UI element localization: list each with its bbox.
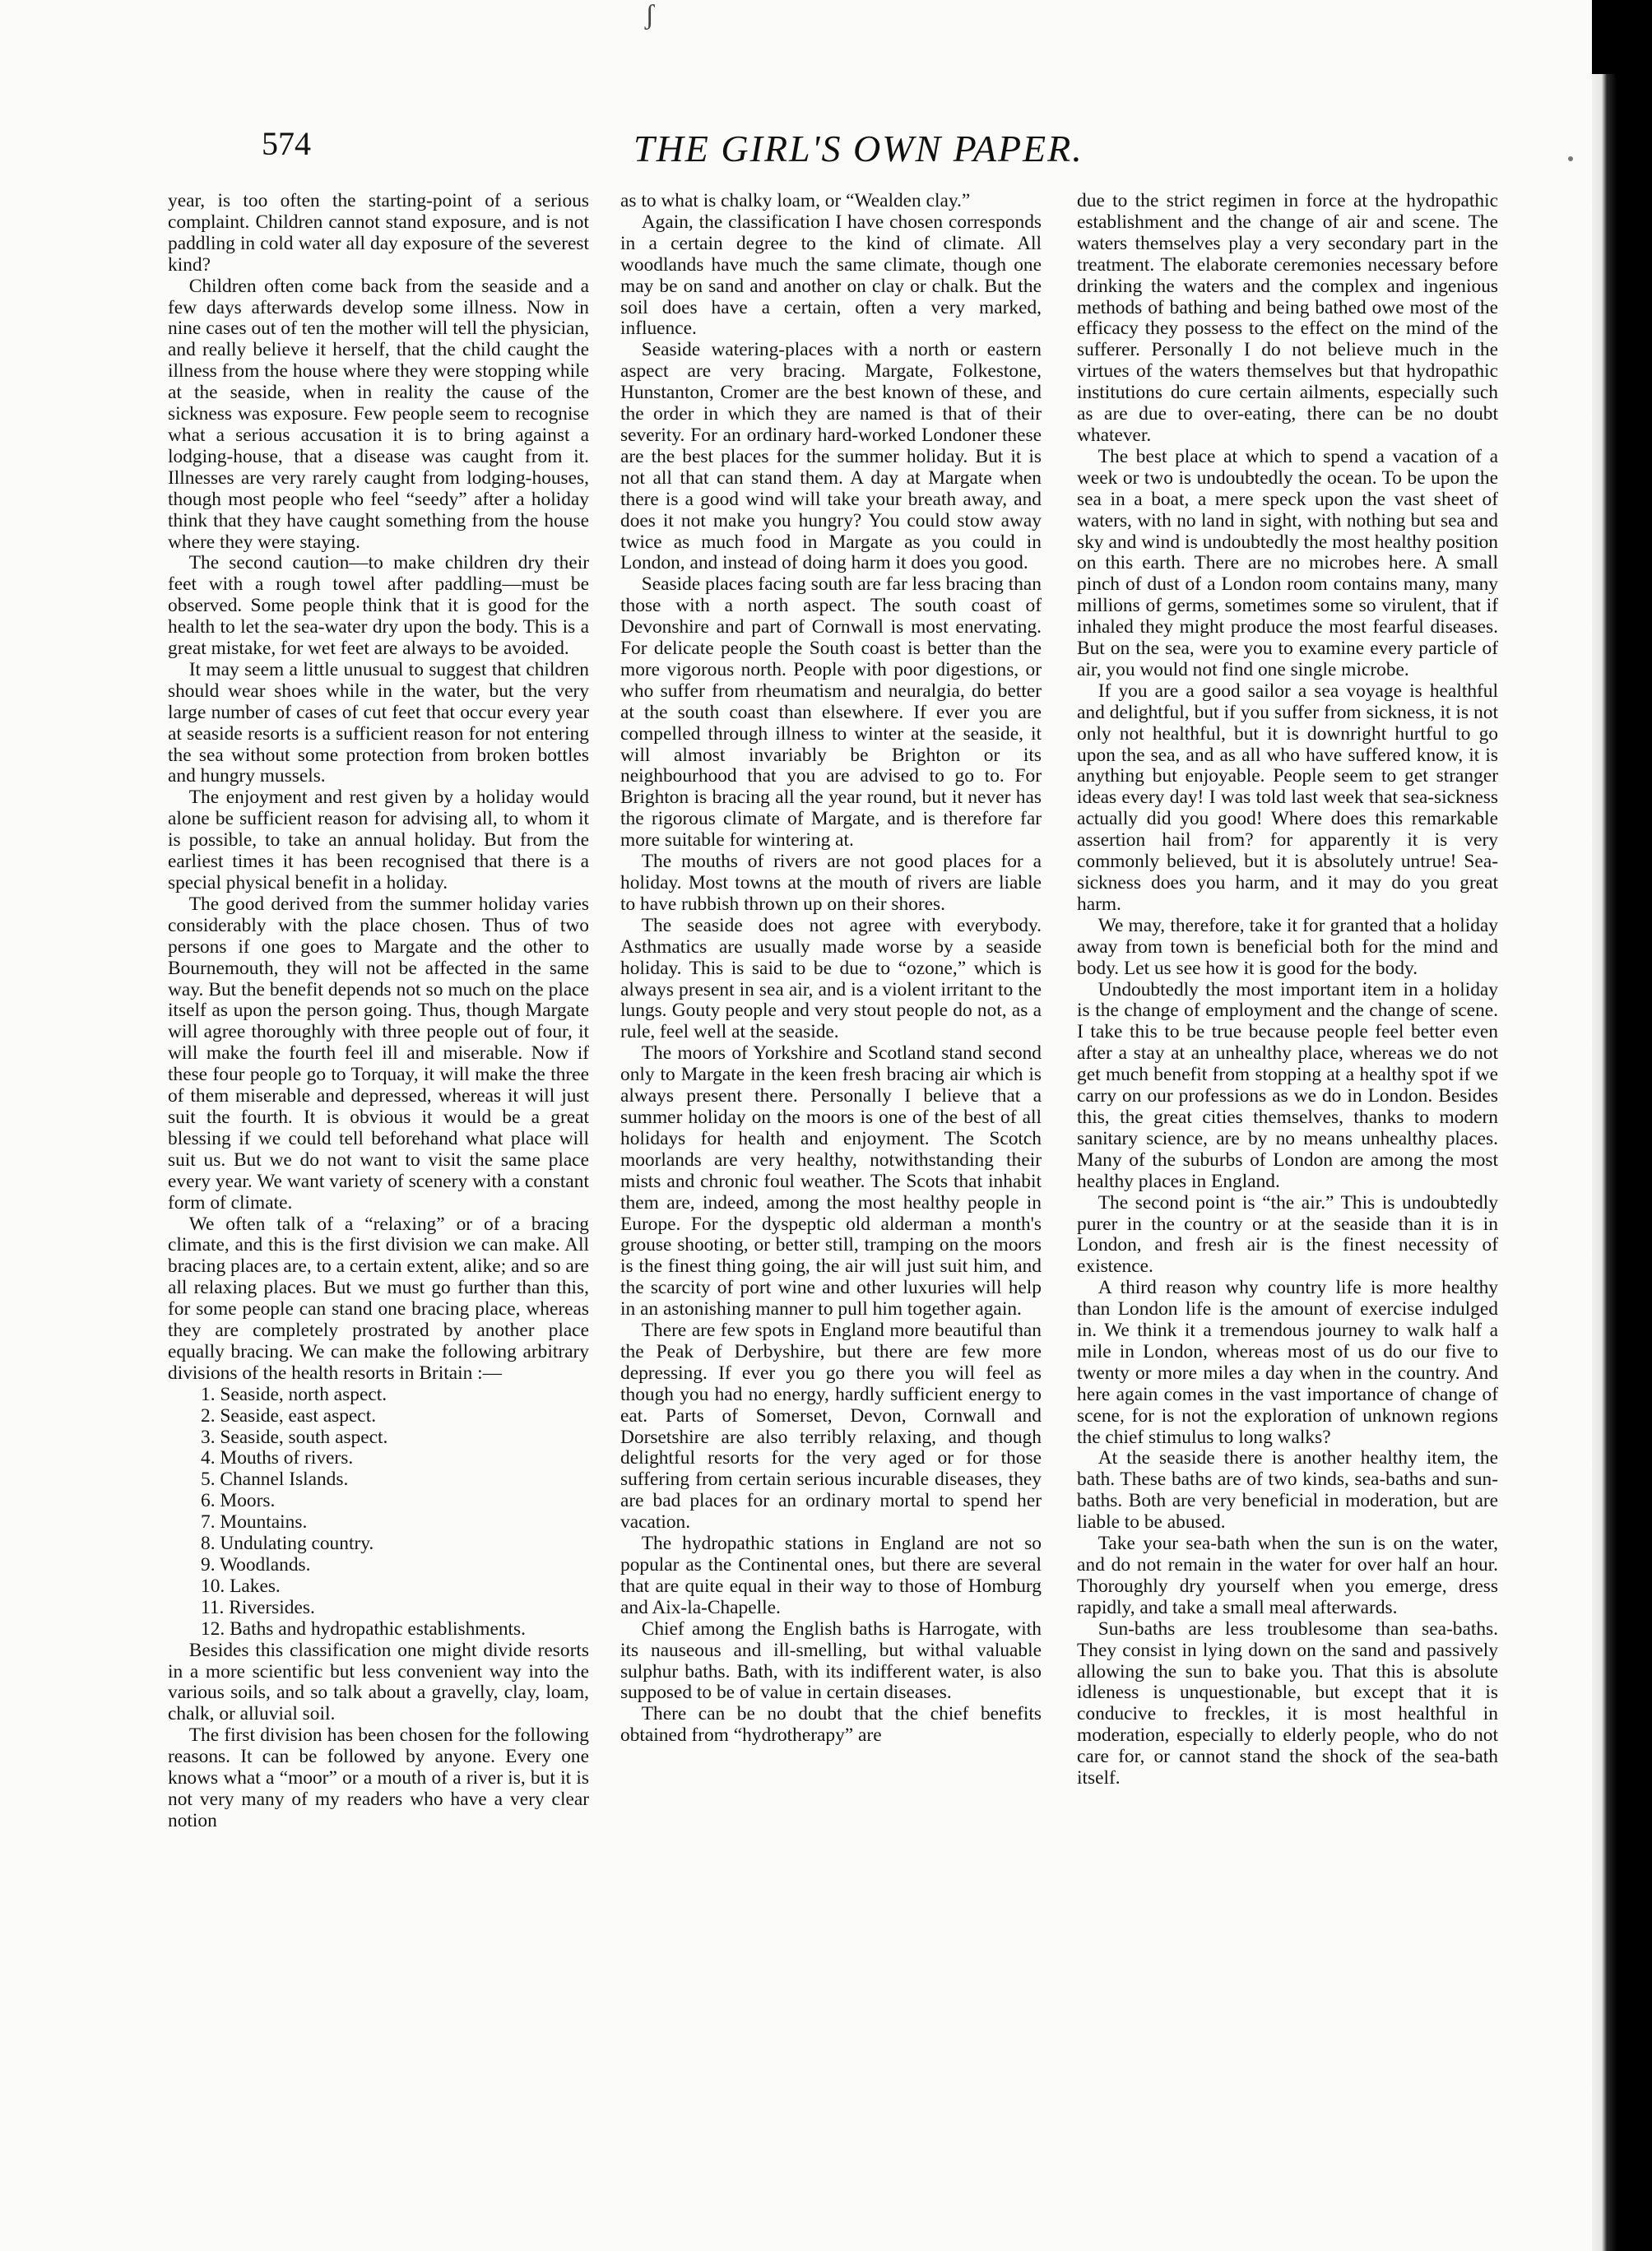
list-item: 12. Baths and hydropathic establishments. bbox=[201, 1617, 526, 1640]
text-column-2 bbox=[620, 191, 1042, 1747]
paragraph: At the seaside there is another healthy item, the bath. These baths are of two kinds, sea-baths and sun-baths. Both are very beneficial in moderation, but are liable to be abused. bbox=[1077, 1447, 1498, 1534]
text-column-3 bbox=[1077, 191, 1498, 1789]
list-item: 7. Mountains. bbox=[201, 1511, 308, 1534]
paragraph: The mouths of rivers are not good places for a holiday. Most towns at the mouth of rivers are liable to have rubbish thrown up on their shores. bbox=[620, 851, 1042, 915]
paragraph: Children often come back from the seaside and a few days afterwards develop some illness. Now in nine cases out of ten the mother will tell the physician, and really believe it herself, that the child caught the illness from the house where they were stopping while at the seaside, when in reality the cause of the sickness was exposure. Few people seem to recognise what a serious accusation it is to bring against a lodging-house, that a disease was caught from it. Illnesses are very rarely caught from lodging-houses, though most people who feel “seedy” after a holiday think that they have caught something from the house where they were staying. bbox=[168, 275, 589, 553]
book-spine-edge bbox=[1592, 74, 1652, 2251]
paragraph: The first division has been chosen for the following reasons. It can be followed by anyone. Every one knows what a “moor” or a mouth of a river is, but it is not very many of my readers who have a very clear notion bbox=[168, 1724, 589, 1831]
paragraph: We often talk of a “relaxing” or of a bracing climate, and this is the first division we can make. All bracing places are, to a certain extent, alike; and so are all relaxing places. But we must go further than this, for some people can stand one bracing place, whereas they are completely prostrated by another place equally bracing. We can make the following arbitrary divisions of the health resorts in Britain :— bbox=[168, 1213, 589, 1384]
paragraph: Seaside watering-places with a north or eastern aspect are very bracing. Margate, Folkestone, Hunstanton, Cromer are the best known of these, and the order in which they are named is that of their severity. For an ordinary hard-worked Londoner these are the best places for the summer holiday. But it is not all that can stand them. A day at Margate when there is a good wind will take your breath away, and does it not make you hungry? You could stow away twice as much food in Margate as you could in London, and instead of doing harm it does you good. bbox=[620, 339, 1042, 574]
paragraph: If you are a good sailor a sea voyage is healthful and delightful, but if you suffer from sickness, it is not only not healthful, but it is downright hurtful to go upon the sea, and as all who have suffered know, it is anything but enjoyable. People seem to get stranger ideas every day! I was told last week that sea-sickness actually did you good! Where does this remarkable assertion hail from? for apparently it is very commonly believed, but it is absolutely untrue! Sea-sickness does you harm, and it may do you great harm. bbox=[1077, 680, 1498, 915]
paragraph: Besides this classification one might divide resorts in a more scientific but less convenient way into the various soils, and so talk about a gravelly, clay, loam, chalk, or alluvial soil. bbox=[168, 1639, 589, 1725]
page-number: 574 bbox=[262, 125, 311, 162]
list-item: 5. Channel Islands. bbox=[201, 1469, 349, 1491]
paragraph: due to the strict regimen in force at the hydropathic establishment and the change of air and scene. The waters themselves play a very secondary part in the treatment. The elaborate ceremonies necessary before drinking the waters and the complex and ingenious methods of bathing and being bathed owe most of the efficacy they possess to the effect on the mind of the sufferer. Personally I do not believe much in the virtues of the waters themselves but that hydropathic institutions do cure certain ailments, especially such as are due to over-eating, there can be no doubt whatever. bbox=[1077, 190, 1498, 446]
paragraph: as to what is chalky loam, or “Wealden clay.” bbox=[620, 190, 971, 211]
paragraph: Sun-baths are less troublesome than sea-baths. They consist in lying down on the sand and passively allowing the sun to bake you. That this is absolute idleness is unquestionable, but except that it is conducive to freckles, it is most healthful in moderation, especially to elderly people, who do not care for, or cannot stand the shock of the sea-bath itself. bbox=[1077, 1617, 1498, 1789]
paragraph: Chief among the English baths is Harrogate, with its nauseous and ill-smelling, but withal valuable sulphur baths. Bath, with its indifferent water, is also supposed to be of value in certain diseases. bbox=[620, 1617, 1042, 1704]
paragraph: Seaside places facing south are far less bracing than those with a north aspect. The south coast of Devonshire and part of Cornwall is most enervating. For delicate people the South coast is better than the more vigorous north. People with poor digestions, or who suffer from rheumatism and neuralgia, do better at the south coast than elsewhere. If ever you are compelled through illness to winter at the seaside, it will almost invariably be Brighton or its neighbourhood that you are advised to go to. For Brighton is bracing all the year round, but it never has the rigorous climate of Margate, and is therefore far more suitable for wintering at. bbox=[620, 573, 1042, 852]
paragraph: We may, therefore, take it for granted that a holiday away from town is beneficial both for the mind and body. Let us see how it is good for the body. bbox=[1077, 914, 1498, 979]
binding-mark: ʃ bbox=[645, 0, 655, 30]
paragraph: It may seem a little unusual to suggest that children should wear shoes while in the water, but the very large number of cases of cut feet that occur every year at seaside resorts is a sufficient reason for not entering the sea without some protection from broken bottles and hungry mussels. bbox=[168, 658, 589, 787]
resort-divisions-list bbox=[168, 1385, 589, 1641]
paragraph: Take your sea-bath when the sun is on the water, and do not remain in the water for over half an hour. Thoroughly dry yourself when you emerge, dress rapidly, and take a small meal afterwards. bbox=[1077, 1533, 1498, 1618]
list-item: 6. Moors. bbox=[201, 1490, 276, 1512]
paragraph: The best place at which to spend a vacation of a week or two is undoubtedly the ocean. To be upon the sea in a boat, a mere speck upon the vast sheet of waters, with no land in sight, with nothing but sea and sky and wind is undoubtedly the most healthy position on this earth. There are no microbes here. A small pinch of dust of a London room contains many, many millions of germs, sometimes some so virulent, that if inhaled they might produce the most fearful diseases. But on the sea, were you to examine every particle of air, you would not find one single microbe. bbox=[1077, 445, 1498, 680]
margin-dot bbox=[1568, 156, 1573, 161]
paragraph: The moors of Yorkshire and Scotland stand second only to Margate in the keen fresh bracing air which is always present there. Personally I believe that a summer holiday on the moors is one of the best of all holidays for health and enjoyment. The Scotch moorlands are very healthy, notwithstanding their mists and chronic foul weather. The Scots that inhabit them are, indeed, among the most healthy people in Europe. For the dyspeptic old alderman a month's grouse shooting, or better still, tramping on the moors is the finest thing going, the air will just suit him, and the scarcity of port wine and other luxuries will help in an astonishing manner to pull him together again. bbox=[620, 1042, 1042, 1320]
list-item: 9. Woodlands. bbox=[201, 1554, 311, 1576]
list-item: 1. Seaside, north aspect. bbox=[201, 1383, 387, 1405]
list-item: 3. Seaside, south aspect. bbox=[201, 1426, 388, 1448]
paragraph: A third reason why country life is more healthy than London life is the amount of exercise indulged in. We think it a tremendous journey to walk half a mile in London, whereas most of us do our five to twenty or more miles a day when in the country. And here again comes in the vast importance of change of scene, for is not the exploration of unknown regions the chief stimulus to long walks? bbox=[1077, 1277, 1498, 1448]
paragraph: year, is too often the starting-point of a serious complaint. Children cannot stand exposure, and is not paddling in cold water all day exposure of the severest kind? bbox=[168, 190, 589, 276]
list-item: 4. Mouths of rivers. bbox=[201, 1447, 354, 1469]
paragraph: There are few spots in England more beautiful than the Peak of Derbyshire, but there are few more depressing. If ever you go there you will feel as though you had no energy, hardly sufficient energy to eat. Parts of Somerset, Devon, Cornwall and Dorsetshire are also terribly relaxing, and though delightful resorts for the very aged or for those suffering from certain serious incurable diseases, they are bad places for an ordinary mortal to spend her vacation. bbox=[620, 1320, 1042, 1534]
paragraph: The hydropathic stations in England are not so popular as the Continental ones, but there are several that are quite equal in their way to those of Homburg and Aix-la-Chapelle. bbox=[620, 1533, 1042, 1618]
running-title: THE GIRL'S OWN PAPER. bbox=[633, 128, 1084, 169]
paragraph: The second point is “the air.” This is undoubtedly purer in the country or at the seaside than it is in London, and fresh air is the finest necessity of existence. bbox=[1077, 1191, 1498, 1278]
paragraph: Again, the classification I have chosen corresponds in a certain degree to the kind of climate. All woodlands have much the same climate, though one may be on sand and another on clay or chalk. But the soil does have a certain, often a very marked, influence. bbox=[620, 211, 1042, 340]
list-item: 10. Lakes. bbox=[201, 1575, 281, 1597]
text-column-1 bbox=[168, 191, 589, 1832]
paragraph: The good derived from the summer holiday varies considerably with the place chosen. Thus of two persons if one goes to Margate and the other to Bournemouth, they will not be affected in the same way. But the benefit depends not so much on the place itself as upon the person going. Thus, though Margate will agree thoroughly with three people out of four, it will make the fourth feel ill and miserable. Now if these four people go to Torquay, it will make the three of them miserable and depressed, whereas it will just suit the fourth. It is obvious it would be a great blessing if we could tell beforehand what place will suit us. But we do not want to visit the same place every year. We want variety of scenery with a constant form of climate. bbox=[168, 893, 589, 1214]
list-item: 8. Undulating country. bbox=[201, 1533, 374, 1555]
paragraph: The second caution—to make children dry their feet with a rough towel after paddling—must be observed. Some people think that it is good for the health to let the sea-water dry upon the body. This is a great mistake, for wet feet are always to be avoided. bbox=[168, 552, 589, 660]
list-item: 2. Seaside, east aspect. bbox=[201, 1404, 377, 1427]
list-item: 11. Riversides. bbox=[201, 1596, 315, 1618]
paragraph: The seaside does not agree with everybody. Asthmatics are usually made worse by a seaside holiday. This is said to be due to “ozone,” which is always present in sea air, and is a violent irritant to the lungs. Gouty people and very stout people do not, as a rule, feel well at the seaside. bbox=[620, 914, 1042, 1043]
paragraph: Undoubtedly the most important item in a holiday is the change of employment and the change of scene. I take this to be true because people feel better even after a stay at an unhealthy place, whereas we do not get much benefit from stopping at a healthy spot if we carry on our professions as we do in London. Besides this, the great cities themselves, thanks to modern sanitary science, are by no means unhealthy places. Many of the suburbs of London are among the most healthy places in England. bbox=[1077, 978, 1498, 1192]
paragraph: There can be no doubt that the chief benefits obtained from “hydrotherapy” are bbox=[620, 1703, 1042, 1747]
paragraph: The enjoyment and rest given by a holiday would alone be sufficient reason for advising all, to whom it is possible, to take an annual holiday. But from the earliest times it has been recognised that there is a special physical benefit in a holiday. bbox=[168, 787, 589, 893]
